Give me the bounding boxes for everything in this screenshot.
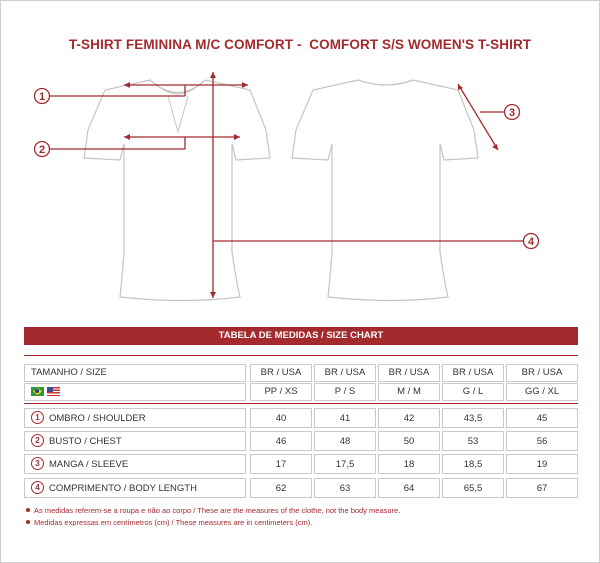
table-cell: 63 [314, 478, 376, 498]
size-chart-header: TABELA DE MEDIDAS / SIZE CHART [24, 327, 578, 345]
col-size-3: M / M [378, 383, 440, 401]
table-cell: 18,5 [442, 454, 504, 474]
usa-flag-icon [47, 387, 60, 396]
footnote-text: Medidas expressas em centímetros (cm) / These measures are in centimeters (cm). [34, 518, 313, 527]
chest-arrow-right [234, 134, 240, 140]
table-cell: 17 [250, 454, 312, 474]
table-cell: 50 [378, 431, 440, 451]
row-label: COMPRIMENTO / BODY LENGTH [49, 483, 197, 494]
flags-cell [24, 383, 246, 401]
table-header-rule [24, 403, 578, 404]
col-region-1: BR / USA [250, 364, 312, 382]
size-header-grid [24, 364, 578, 404]
number-circle-1 [35, 89, 50, 104]
table-row-chest [24, 431, 578, 453]
table-row-length [24, 478, 578, 500]
front-tshirt-outline [84, 80, 270, 301]
table-cell: 56 [506, 431, 578, 451]
table-cell: 41 [314, 408, 376, 428]
table-cell: 18 [378, 454, 440, 474]
table-cell: 45 [506, 408, 578, 428]
row-number-badge: 3 [31, 457, 44, 470]
col-region-5: BR / USA [506, 364, 578, 382]
back-tshirt-outline [292, 80, 478, 301]
svg-text:3: 3 [508, 107, 516, 119]
row-number-badge: 1 [31, 411, 44, 424]
row-label-cell [24, 408, 246, 428]
table-top-rule [24, 355, 578, 356]
length-arrow-top [210, 72, 216, 78]
row-label: MANGA / SLEEVE [49, 459, 129, 470]
table-cell: 64 [378, 478, 440, 498]
table-cell: 65,5 [442, 478, 504, 498]
svg-text:4: 4 [527, 236, 535, 248]
col-region-3: BR / USA [378, 364, 440, 382]
table-cell: 46 [250, 431, 312, 451]
table-cell: 40 [250, 408, 312, 428]
col-region-2: BR / USA [314, 364, 376, 382]
table-cell: 42 [378, 408, 440, 428]
col-region-4: BR / USA [442, 364, 504, 382]
col-size-4: G / L [442, 383, 504, 401]
table-cell: 43,5 [442, 408, 504, 428]
size-label-cell [24, 364, 246, 382]
table-row-sleeve [24, 454, 578, 476]
row-label-cell [24, 431, 246, 451]
col-size-1: PP / XS [250, 383, 312, 401]
length-arrow-bottom [210, 292, 216, 298]
footnote-1 [26, 506, 400, 515]
row-label: OMBRO / SHOULDER [49, 413, 146, 424]
footnote-text: As medidas referem-se a roupa e não ao corpo / These are the measures of the clothe, not the body measure. [34, 506, 401, 515]
row-number-badge: 4 [31, 481, 44, 494]
svg-text:2: 2 [38, 144, 46, 156]
table-cell: 48 [314, 431, 376, 451]
brazil-flag-icon [31, 387, 44, 396]
row-number-badge: 2 [31, 434, 44, 447]
size-label: TAMANHO / SIZE [31, 367, 107, 378]
bullet-dot [26, 520, 30, 524]
row-label-cell [24, 454, 246, 474]
footnote-2 [26, 518, 312, 527]
row-label: BUSTO / CHEST [49, 436, 122, 447]
table-cell: 62 [250, 478, 312, 498]
chest-arrow-left [124, 134, 130, 140]
page-title: T-SHIRT FEMININA M/C COMFORT - COMFORT S/S WOMEN'S T-SHIRT [68, 37, 532, 52]
table-row-shoulder [24, 408, 578, 430]
sleeve-measure-line [458, 84, 498, 150]
front-neckline [156, 84, 200, 132]
shoulder-arrow-left [124, 82, 130, 88]
table-cell: 17,5 [314, 454, 376, 474]
shoulder-arrow-right [242, 82, 248, 88]
number-circle-3 [505, 105, 520, 120]
number-circle-2 [35, 142, 50, 157]
bullet-dot [26, 508, 30, 512]
table-cell: 67 [506, 478, 578, 498]
table-cell: 53 [442, 431, 504, 451]
col-size-2: P / S [314, 383, 376, 401]
col-size-5: GG / XL [506, 383, 578, 401]
number-circle-4 [524, 234, 539, 249]
svg-text:1: 1 [38, 91, 46, 103]
row-label-cell [24, 478, 246, 498]
table-cell: 19 [506, 454, 578, 474]
